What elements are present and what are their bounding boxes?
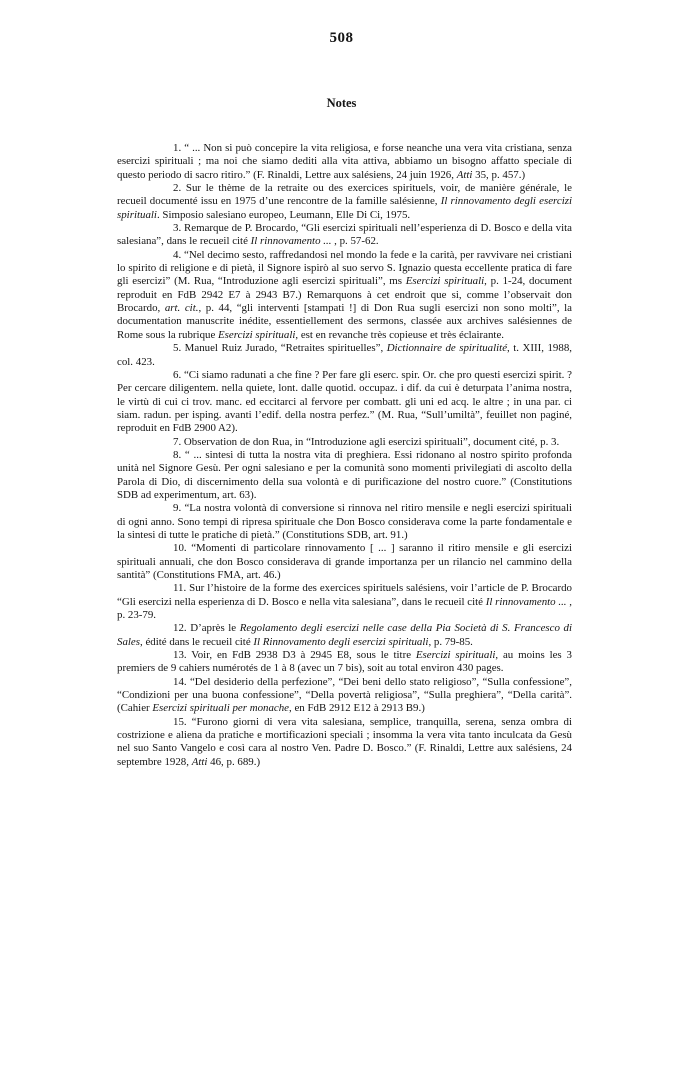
note-text: 3. Remarque de P. Brocardo, “Gli esercizi spirituali nell’esperienza di D. Bosco e della vita salesiana”, dans le recueil cité	[117, 222, 572, 248]
note-text: , t. XIII, 1988, col. 423.	[117, 342, 572, 368]
note-5	[117, 342, 572, 369]
note-14	[117, 676, 572, 716]
note-8	[117, 449, 572, 502]
notes-heading: Notes	[326, 96, 357, 110]
note-text: , p. 79-85.	[428, 635, 473, 648]
note-text: 5. Manuel Ruiz Jurado, “Retraites spirituelles”,	[173, 342, 387, 355]
note-text: , en FdB 2912 E12 à 2913 B9.)	[289, 702, 425, 715]
notes-list	[117, 142, 572, 769]
note-text: 2. Sur le thème de la retraite ou des exercices spirituels, voir, de manière générale, le recueil documenté issu en 1975 d’une rencontre de la famille salésienne,	[117, 182, 572, 208]
note-10	[117, 542, 572, 582]
note-italic-text: Il rinnovamento ...	[250, 235, 332, 248]
note-italic-text: Il rinnovamento ...	[485, 595, 567, 608]
note-text: , p. 23-79.	[117, 595, 572, 622]
note-9	[117, 502, 572, 542]
note-11	[117, 582, 572, 622]
note-italic-text: Il rinnovamento degli esercizi spirituali	[117, 195, 572, 221]
note-text: , au moins les 3 premiers de 9 cahiers numérotés de 1 à 8 (avec un 7 bis), soit au total environ 430 pages.	[117, 649, 572, 675]
note-1	[117, 142, 572, 182]
note-italic-text: Il Rinnovamento degli esercizi spirituali	[253, 635, 429, 648]
note-15	[117, 716, 572, 769]
note-text: 8. “ ... sintesi di tutta la nostra vita di preghiera. Essi ridonano al nostro spirito profonda unità nel Signore Gesù. Per ogni salesiano e per la comunità sono momenti privilegiati di ascolto della Parola di Dio, di discernimento della sua volontà e di purificazione del nostro cuore.” (Constitutions SDB ad experimentum, art. 63).	[117, 448, 572, 501]
note-6	[117, 369, 572, 436]
note-italic-text: Esercizi spirituali	[405, 275, 485, 288]
note-text: 12. D’après le	[173, 622, 240, 635]
note-text: 15. “Furono giorni di vera vita salesiana, semplice, tranquilla, serena, senza ombra di costrizione e aliena da pratiche e mortificazioni speciali ; insomma la vera vita tanto inculcata da Gesù nel suo Santo Vangelo e così cara al nostro Ven. Padre D. Bosco.” (F. Rinaldi, Lettre aux salésiens, 24 septembre 1928,	[117, 715, 572, 768]
note-text: 46, p. 689.)	[207, 755, 261, 768]
note-text: 10. “Momenti di particolare rinnovamento [ ... ] saranno il ritiro mensile e gli esercizi spirituali annuali, che don Bosco considerava di grande importanza per un rilancio nel cammino della santità” (Constitutions FMA, art. 46.)	[117, 542, 572, 581]
note-text: , est en revanche très copieuse et très éclairante.	[295, 328, 505, 341]
note-text: , p. 57-62.	[331, 235, 379, 248]
note-text: 1. “ ... Non si può concepire la vita religiosa, e forse neanche una vera vita cristiana, senza esercizi spirituali ; ma noi che siamo dediti alla vita attiva, abbiamo un bisogno affatto speciale di questo periodo di sacro ritiro.” (F. Rinaldi, Lettre aux salésiens, 24 juin 1926,	[117, 142, 572, 181]
note-italic-text: Esercizi spirituali	[218, 328, 296, 341]
note-italic-text: Atti	[456, 168, 473, 181]
note-text: 9. “La nostra volontà di conversione si rinnova nel ritiro mensile e negli esercizi spirituali di ogni anno. Sono tempi di ripresa spirituale che Don Bosco considerava come la parte fondamentale e la sintesi di tutte le pratiche di pietà.” (Constitutions SDB, art. 91.)	[117, 502, 572, 541]
note-text: 6. “Ci siamo radunati a che fine ? Per fare gli eserc. spir. Or. che pro questi esercizi spirit. ? Per cercare diligentem. nella quiete, lont. dalle quotid. occupaz. i dif. da cui è deturpata l’anima nostra, le virtù di cui ci trov. manc. ed eccitarci al fervore per combatt. gli uni ed acq. le altre ; in una par. ci siam. radun. per isping. avanti l’edif. della nostra perfez.” (M. Rua, “Sull’umiltà”, feuillet non paginé, reproduit en FdB 2900 A2).	[117, 368, 572, 435]
note-4	[117, 249, 572, 342]
note-italic-text: art. cit.	[164, 302, 199, 315]
note-text: , p. 1-24, document reproduit en FdB 2942 E7 à 2943 B7.) Remarquons à cet endroit que si, comme l’observait don Brocardo,	[117, 275, 572, 315]
note-text: , p. 44, “gli interventi [stampati !] di Don Rua sugli esercizi non sono molti”, la documentation manuscrite inédite, essentiellement des sermons, classée aux archives salésiennes de Rome sous la rubrique	[117, 302, 572, 341]
note-text: 35, p. 457.)	[472, 168, 526, 181]
page-number: 508	[329, 30, 354, 46]
note-2	[117, 182, 572, 222]
note-text: 13. Voir, en FdB 2938 D3 à 2945 E8, sous le titre	[173, 649, 416, 662]
note-italic-text: Esercizi spirituali per monache	[152, 702, 290, 715]
note-italic-text: Regolamento degli esercizi nelle case della Pia Società di S. Francesco di Sales	[117, 622, 572, 648]
note-text: , édité dans le recueil cité	[140, 635, 254, 648]
note-italic-text: Esercizi spirituali	[415, 649, 496, 662]
note-text: 7. Observation de don Rua, in “Introduzione agli esercizi spirituali”, document cité, p. 3.	[173, 435, 560, 448]
note-12	[117, 622, 572, 649]
note-italic-text: Atti	[191, 755, 208, 768]
note-text: 4. “Nel decimo sesto, raffredandosi nel mondo la fede e la carità, per ravvivare nei cristiani lo spirito di religione e di pietà, il Signore ispirò al suo servo S. Ignazio questa eccellente pratica di fare gli esercizi” (M. Rua, “Introduzione agli esercizi spirituali”, ms	[117, 248, 572, 288]
note-text: . Simposio salesiano europeo, Leumann, Elle Di Ci, 1975.	[156, 208, 411, 221]
note-13	[117, 649, 572, 676]
note-text: 11. Sur l’histoire de la forme des exercices spirituels salésiens, voir l’article de P. Brocardo “Gli esercizi nella esperienza di D. Bosco e nella vita salesiana”, dans le recueil cité	[117, 582, 572, 608]
note-italic-text: Dictionnaire de spiritualité	[386, 342, 508, 355]
note-text: 14. “Del desiderio della perfezione”, “Dei beni dello stato religioso”, “Sulla confessione”, “Condizioni per una buona confessione”, “Della povertà religiosa”, “Sulla preghiera”, “Della carità”. (Cahier	[117, 675, 572, 715]
note-3	[117, 222, 572, 249]
note-7	[117, 436, 572, 449]
